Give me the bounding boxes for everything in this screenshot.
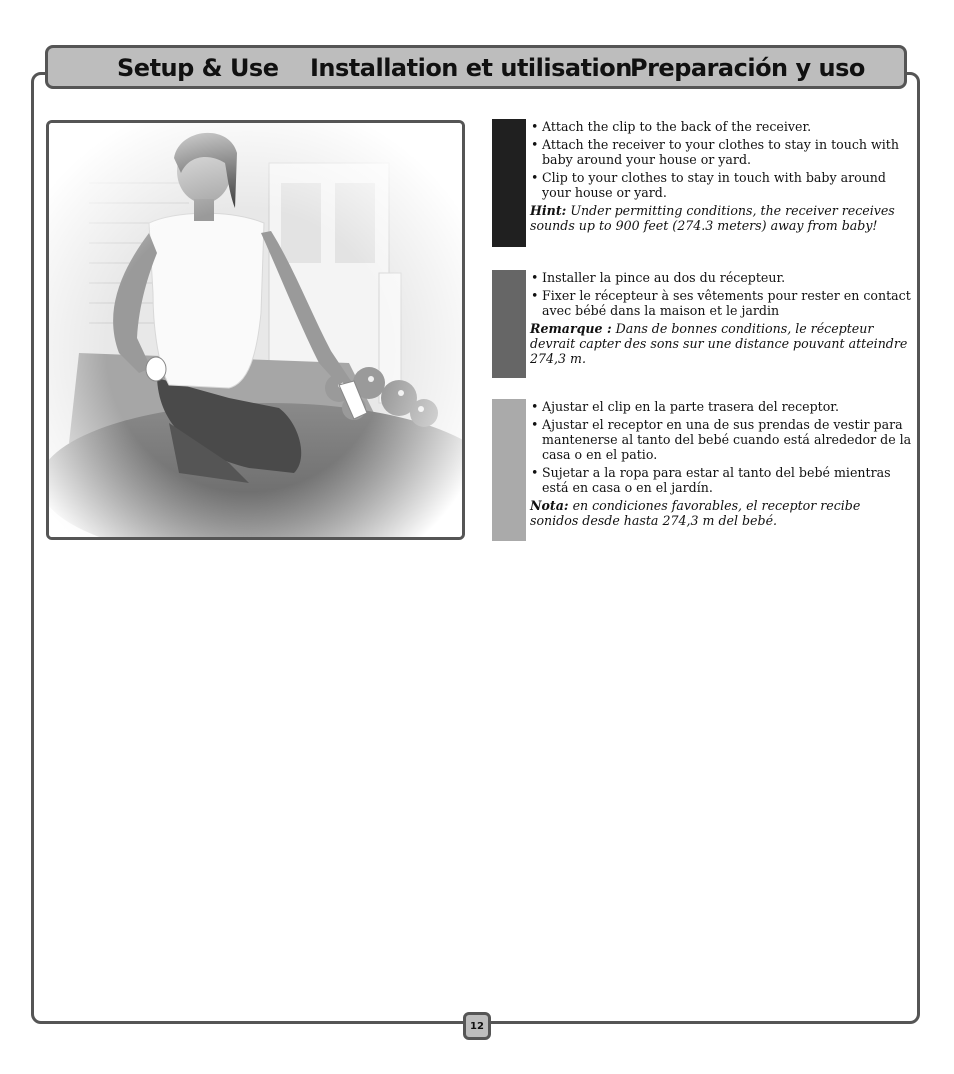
section-french-text <box>530 270 912 366</box>
english-hint <box>530 203 912 233</box>
language-bar-english <box>492 119 526 247</box>
spanish-hint <box>530 498 912 528</box>
title-english: Setup & Use <box>117 54 279 82</box>
title-french: Installation et utilisation <box>310 54 632 82</box>
list-item: • Ajustar el receptor en una de sus prendas de vestir para mantenerse al tanto del bebé cuando está alrededor de la casa o en el patio. <box>530 417 912 462</box>
list-item: • Clip to your clothes to stay in touch with baby around your house or yard. <box>530 170 912 200</box>
hint-label: Remarque : <box>530 321 612 336</box>
section-spanish <box>492 399 912 541</box>
section-french <box>492 270 912 378</box>
french-hint <box>530 321 912 366</box>
hint-label: Nota: <box>530 498 569 513</box>
list-item: • Fixer le récepteur à ses vêtements pour rester en contact avec bébé dans la maison et le jardin <box>530 288 912 318</box>
header-bar <box>45 45 907 89</box>
page-number: 12 <box>463 1012 491 1040</box>
title-spanish: Preparación y uso <box>630 54 865 82</box>
section-english <box>492 119 912 247</box>
hint-label: Hint: <box>530 203 567 218</box>
hint-text: Dans de bonnes conditions, le récepteur devrait capter des sons sur une distance pouvant atteindre 274,3 m. <box>530 321 908 366</box>
list-item: • Attach the clip to the back of the receiver. <box>530 119 912 134</box>
french-bullet-list <box>530 270 912 318</box>
hint-text: Under permitting conditions, the receiver receives sounds up to 900 feet (274.3 meters) away from baby! <box>530 203 895 233</box>
list-item: • Ajustar el clip en la parte trasera del receptor. <box>530 399 912 414</box>
hint-text: en condiciones favorables, el receptor recibe sonidos desde hasta 274,3 m del bebé. <box>530 498 861 528</box>
spanish-bullet-list <box>530 399 912 495</box>
language-bar-french <box>492 270 526 378</box>
list-item: • Installer la pince au dos du récepteur. <box>530 270 912 285</box>
list-item: • Sujetar a la ropa para estar al tanto del bebé mientras está en casa o en el jardín. <box>530 465 912 495</box>
section-english-text <box>530 119 912 233</box>
product-photo <box>46 120 465 540</box>
list-item: • Attach the receiver to your clothes to stay in touch with baby around your house or yard. <box>530 137 912 167</box>
woman-gardening-photo-illustration <box>49 123 462 537</box>
section-spanish-text <box>530 399 912 528</box>
language-bar-spanish <box>492 399 526 541</box>
english-bullet-list <box>530 119 912 200</box>
